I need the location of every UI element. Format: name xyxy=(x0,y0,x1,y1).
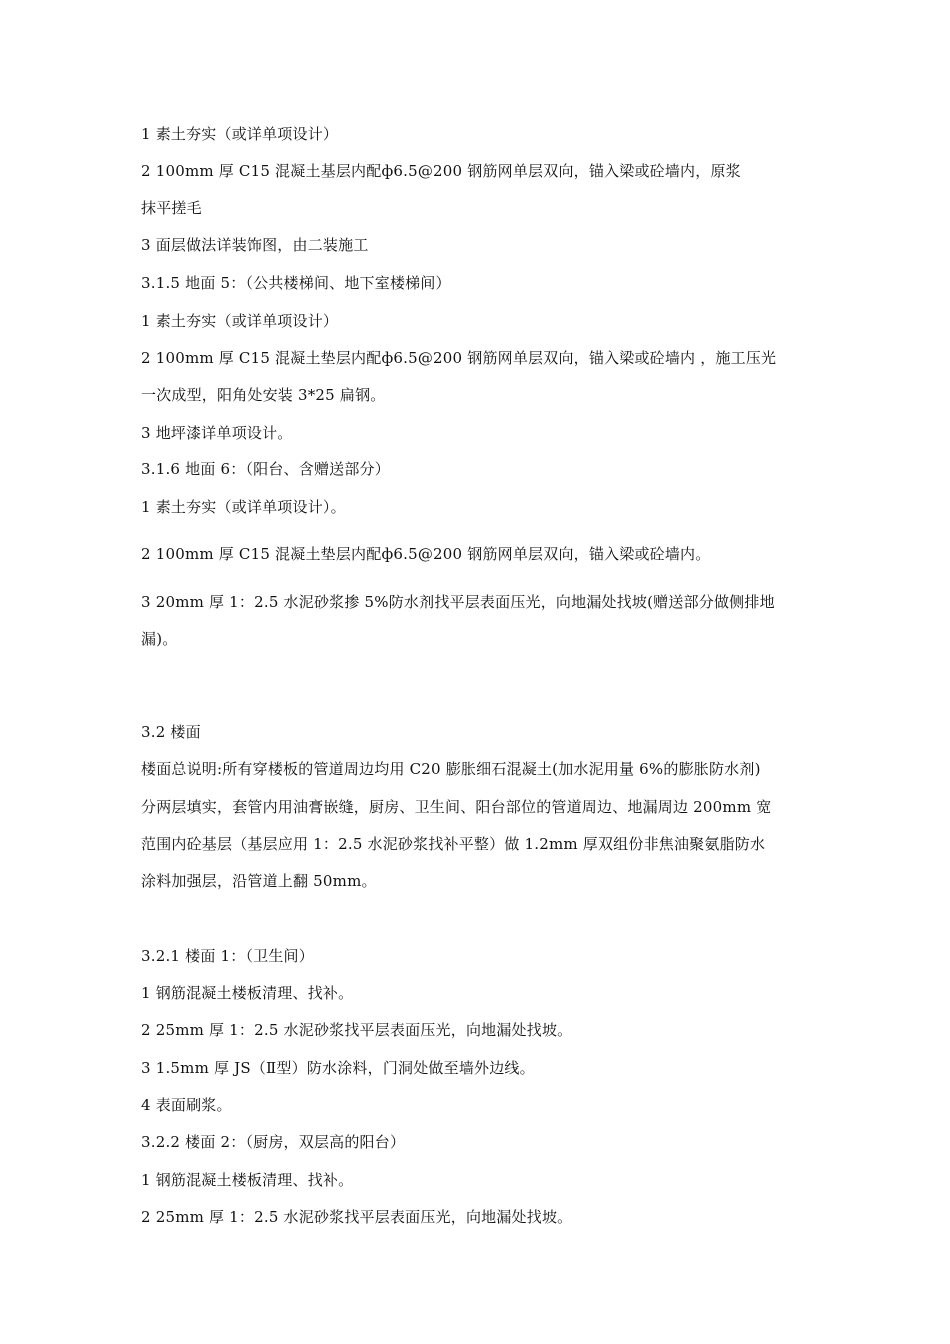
section-heading: 3.1.6 地面 6：（阳台、含赠送部分） xyxy=(141,460,390,478)
section-heading: 3.2.1 楼面 1：（卫生间） xyxy=(141,947,314,965)
text-line: 1 素土夯实（或详单项设计） xyxy=(141,125,339,143)
text-line: 范围内砼基层（基层应用 1：2.5 水泥砂浆找补平整）做 1.2mm 厚双组份非焦油聚氨脂防水 xyxy=(141,835,766,853)
text-line: 1 钢筋混凝土楼板清理、找补。 xyxy=(141,1171,354,1189)
text-line: 1 素土夯实（或详单项设计） xyxy=(141,312,339,330)
text-line: 3 1.5mm 厚 JS（Ⅱ型）防水涂料，门洞处做至墙外边线。 xyxy=(141,1059,535,1077)
text-line: 3 20mm 厚 1：2.5 水泥砂浆掺 5%防水剂找平层表面压光，向地漏处找坡(赠送部分做侧排地 xyxy=(141,593,775,611)
text-line: 2 100mm 厚 C15 混凝土垫层内配ф6.5@200 钢筋网单层双向，锚入梁或砼墙内。 xyxy=(141,545,711,563)
text-line: 2 25mm 厚 1：2.5 水泥砂浆找平层表面压光，向地漏处找坡。 xyxy=(141,1021,573,1039)
text-line: 一次成型，阳角处安装 3*25 扁钢。 xyxy=(141,386,386,404)
text-line: 3 面层做法详装饰图，由二装施工 xyxy=(141,236,369,254)
text-line: 1 素土夯实（或详单项设计）。 xyxy=(141,498,346,516)
text-line: 4 表面刷浆。 xyxy=(141,1096,232,1114)
text-line: 2 25mm 厚 1：2.5 水泥砂浆找平层表面压光，向地漏处找坡。 xyxy=(141,1208,573,1226)
text-line: 2 100mm 厚 C15 混凝土垫层内配ф6.5@200 钢筋网单层双向，锚入梁或砼墙内 ，施工压光 xyxy=(141,349,777,367)
text-line: 漏)。 xyxy=(141,630,178,648)
section-heading: 3.2 楼面 xyxy=(141,723,201,741)
section-heading: 3.1.5 地面 5：（公共楼梯间、地下室楼梯间） xyxy=(141,274,451,292)
text-line: 抹平搓毛 xyxy=(141,199,202,217)
section-heading: 3.2.2 楼面 2：（厨房，双层高的阳台） xyxy=(141,1133,406,1151)
text-line: 楼面总说明:所有穿楼板的管道周边均用 C20 膨胀细石混凝土(加水泥用量 6%的膨胀防水剂) xyxy=(141,760,761,778)
text-line: 2 100mm 厚 C15 混凝土基层内配ф6.5@200 钢筋网单层双向，锚入梁或砼墙内，原浆 xyxy=(141,162,741,180)
text-line: 分两层填实，套管内用油膏嵌缝，厨房、卫生间、阳台部位的管道周边、地漏周边 200mm 宽 xyxy=(141,798,772,816)
text-line: 1 钢筋混凝土楼板清理、找补。 xyxy=(141,984,354,1002)
text-line: 涂料加强层，沿管道上翻 50mm。 xyxy=(141,872,377,890)
text-line: 3 地坪漆详单项设计。 xyxy=(141,424,293,442)
